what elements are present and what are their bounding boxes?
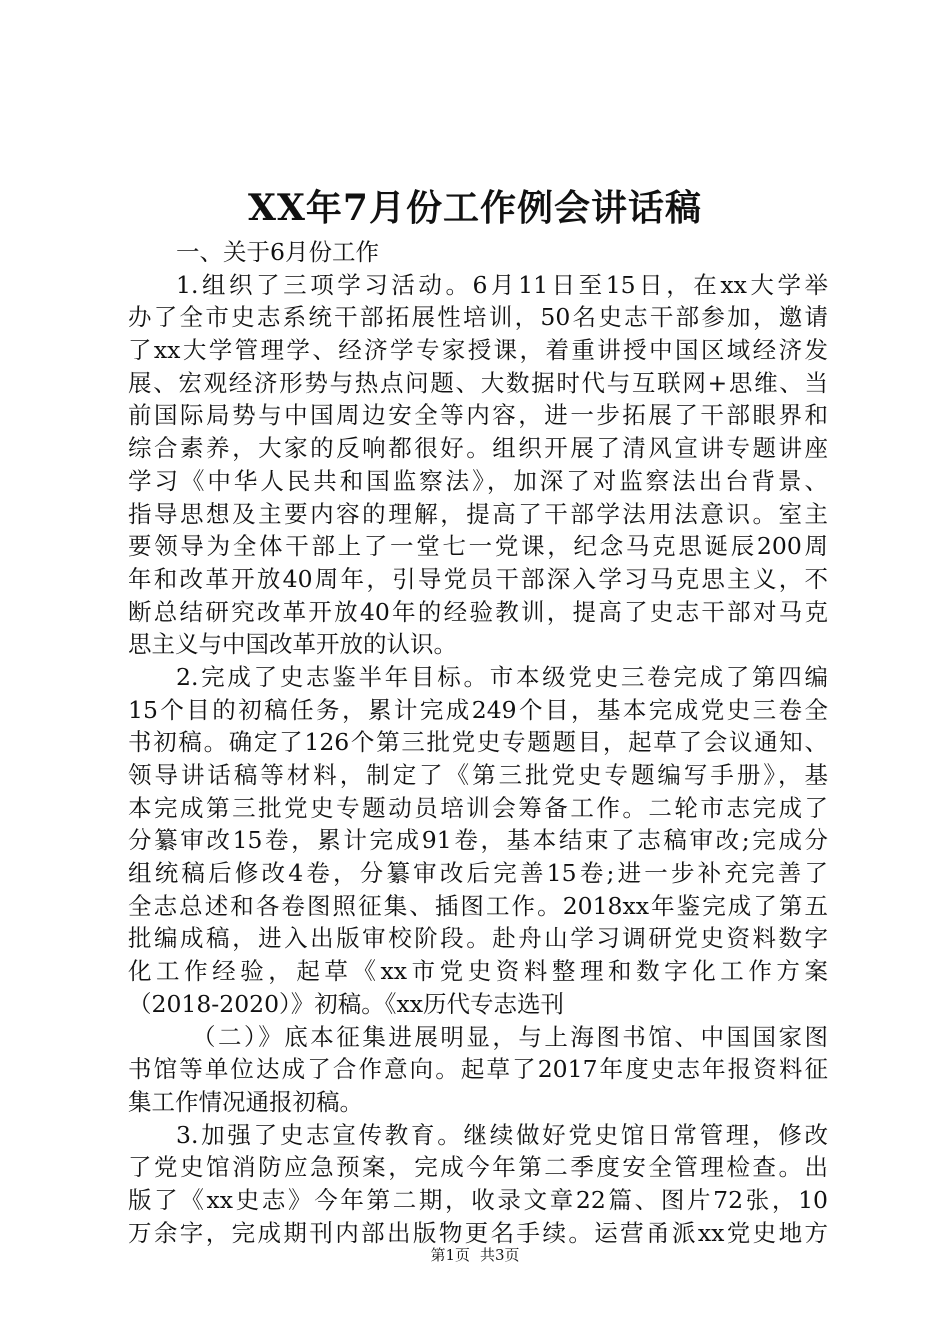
paragraph-line: 2.完成了史志鉴半年目标。市本级党史三卷完成了第四编 (176, 662, 828, 691)
page-total: 共3页 (480, 1246, 520, 1264)
paragraph-line: 指导思想及主要内容的理解，提高了干部学法用法意识。室主 (128, 499, 828, 528)
paragraph-line: 前国际局势与中国周边安全等内容，进一步拓展了干部眼界和 (128, 401, 828, 430)
paragraph-line: 组统稿后修改4卷，分纂审改后完善15卷;进一步补充完善了 (128, 859, 828, 888)
paragraph-line: 版了《xx史志》今年第二期，收录文章22篇、图片72张，10 (128, 1185, 828, 1214)
paragraph-line: 全志总述和各卷图照征集、插图工作。2018xx年鉴完成了第五 (128, 891, 828, 920)
paragraph-line: 化工作经验，起草《xx市党史资料整理和数字化工作方案 (128, 957, 828, 986)
paragraph-line: 批编成稿，进入出版审校阶段。赴舟山学习调研党史资料数字 (128, 924, 828, 953)
paragraph-line: 领导讲话稿等材料，制定了《第三批党史专题编写手册》，基 (128, 761, 828, 789)
paragraph-line: 书馆等单位达成了合作意向。起草了2017年度史志年报资料征 (128, 1055, 828, 1084)
paragraph-line: 要领导为全体干部上了一堂七一党课，纪念马克思诞辰200周 (128, 532, 828, 561)
paragraph-line: 展、宏观经济形势与热点问题、大数据时代与互联网+思维、当 (128, 368, 828, 397)
paragraph-line: 集工作情况通报初稿。 (128, 1087, 363, 1116)
paragraph-line: （2018-2020）》初稿。《xx历代专志选刊 (128, 989, 565, 1018)
paragraph-line: 了xx大学管理学、经济学专家授课，着重讲授中国区域经济发 (128, 336, 828, 365)
paragraph-line: （二）》底本征集进展明显，与上海图书馆、中国国家图 (192, 1022, 828, 1051)
page-footer (0, 1245, 950, 1265)
paragraph-line: 思主义与中国改革开放的认识。 (128, 630, 457, 659)
paragraph-line: 断总结研究改革开放40年的经验教训，提高了史志干部对马克 (128, 597, 828, 626)
paragraph-line: 了党史馆消防应急预案，完成今年第二季度安全管理检查。出 (128, 1153, 828, 1182)
paragraph-line: 学习《中华人民共和国监察法》，加深了对监察法出台背景、 (128, 466, 828, 495)
paragraph-line: 综合素养，大家的反响都很好。组织开展了清风宣讲专题讲座 (128, 434, 828, 463)
paragraph-line: 1.组织了三项学习活动。6月11日至15日，在xx大学举 (176, 270, 828, 299)
section-heading: 一、关于6月份工作 (176, 238, 379, 266)
paragraph-line: 年和改革开放40周年，引导党员干部深入学习马克思主义，不 (128, 564, 828, 593)
paragraph-line: 本完成第三批党史专题动员培训会筹备工作。二轮市志完成了 (128, 793, 828, 822)
paragraph-line: 分纂审改15卷，累计完成91卷，基本结束了志稿审改;完成分 (128, 826, 828, 855)
paragraph-line: 书初稿。确定了126个第三批党史专题题目，起草了会议通知、 (128, 728, 828, 757)
paragraph-line: 万余字，完成期刊内部出版物更名手续。运营甬派xx党史地方 (128, 1218, 828, 1247)
paragraph-line: 15个目的初稿任务，累计完成249个目，基本完成党史三卷全 (128, 695, 828, 724)
page-number: 第1页 (430, 1246, 470, 1264)
document-body (128, 236, 828, 1249)
paragraph-line: 3.加强了史志宣传教育。继续做好党史馆日常管理，修改 (176, 1120, 828, 1149)
document-title: XX年7月份工作例会讲话稿 (248, 187, 702, 229)
paragraph-line: 办了全市史志系统干部拓展性培训，50名史志干部参加，邀请 (128, 303, 828, 332)
